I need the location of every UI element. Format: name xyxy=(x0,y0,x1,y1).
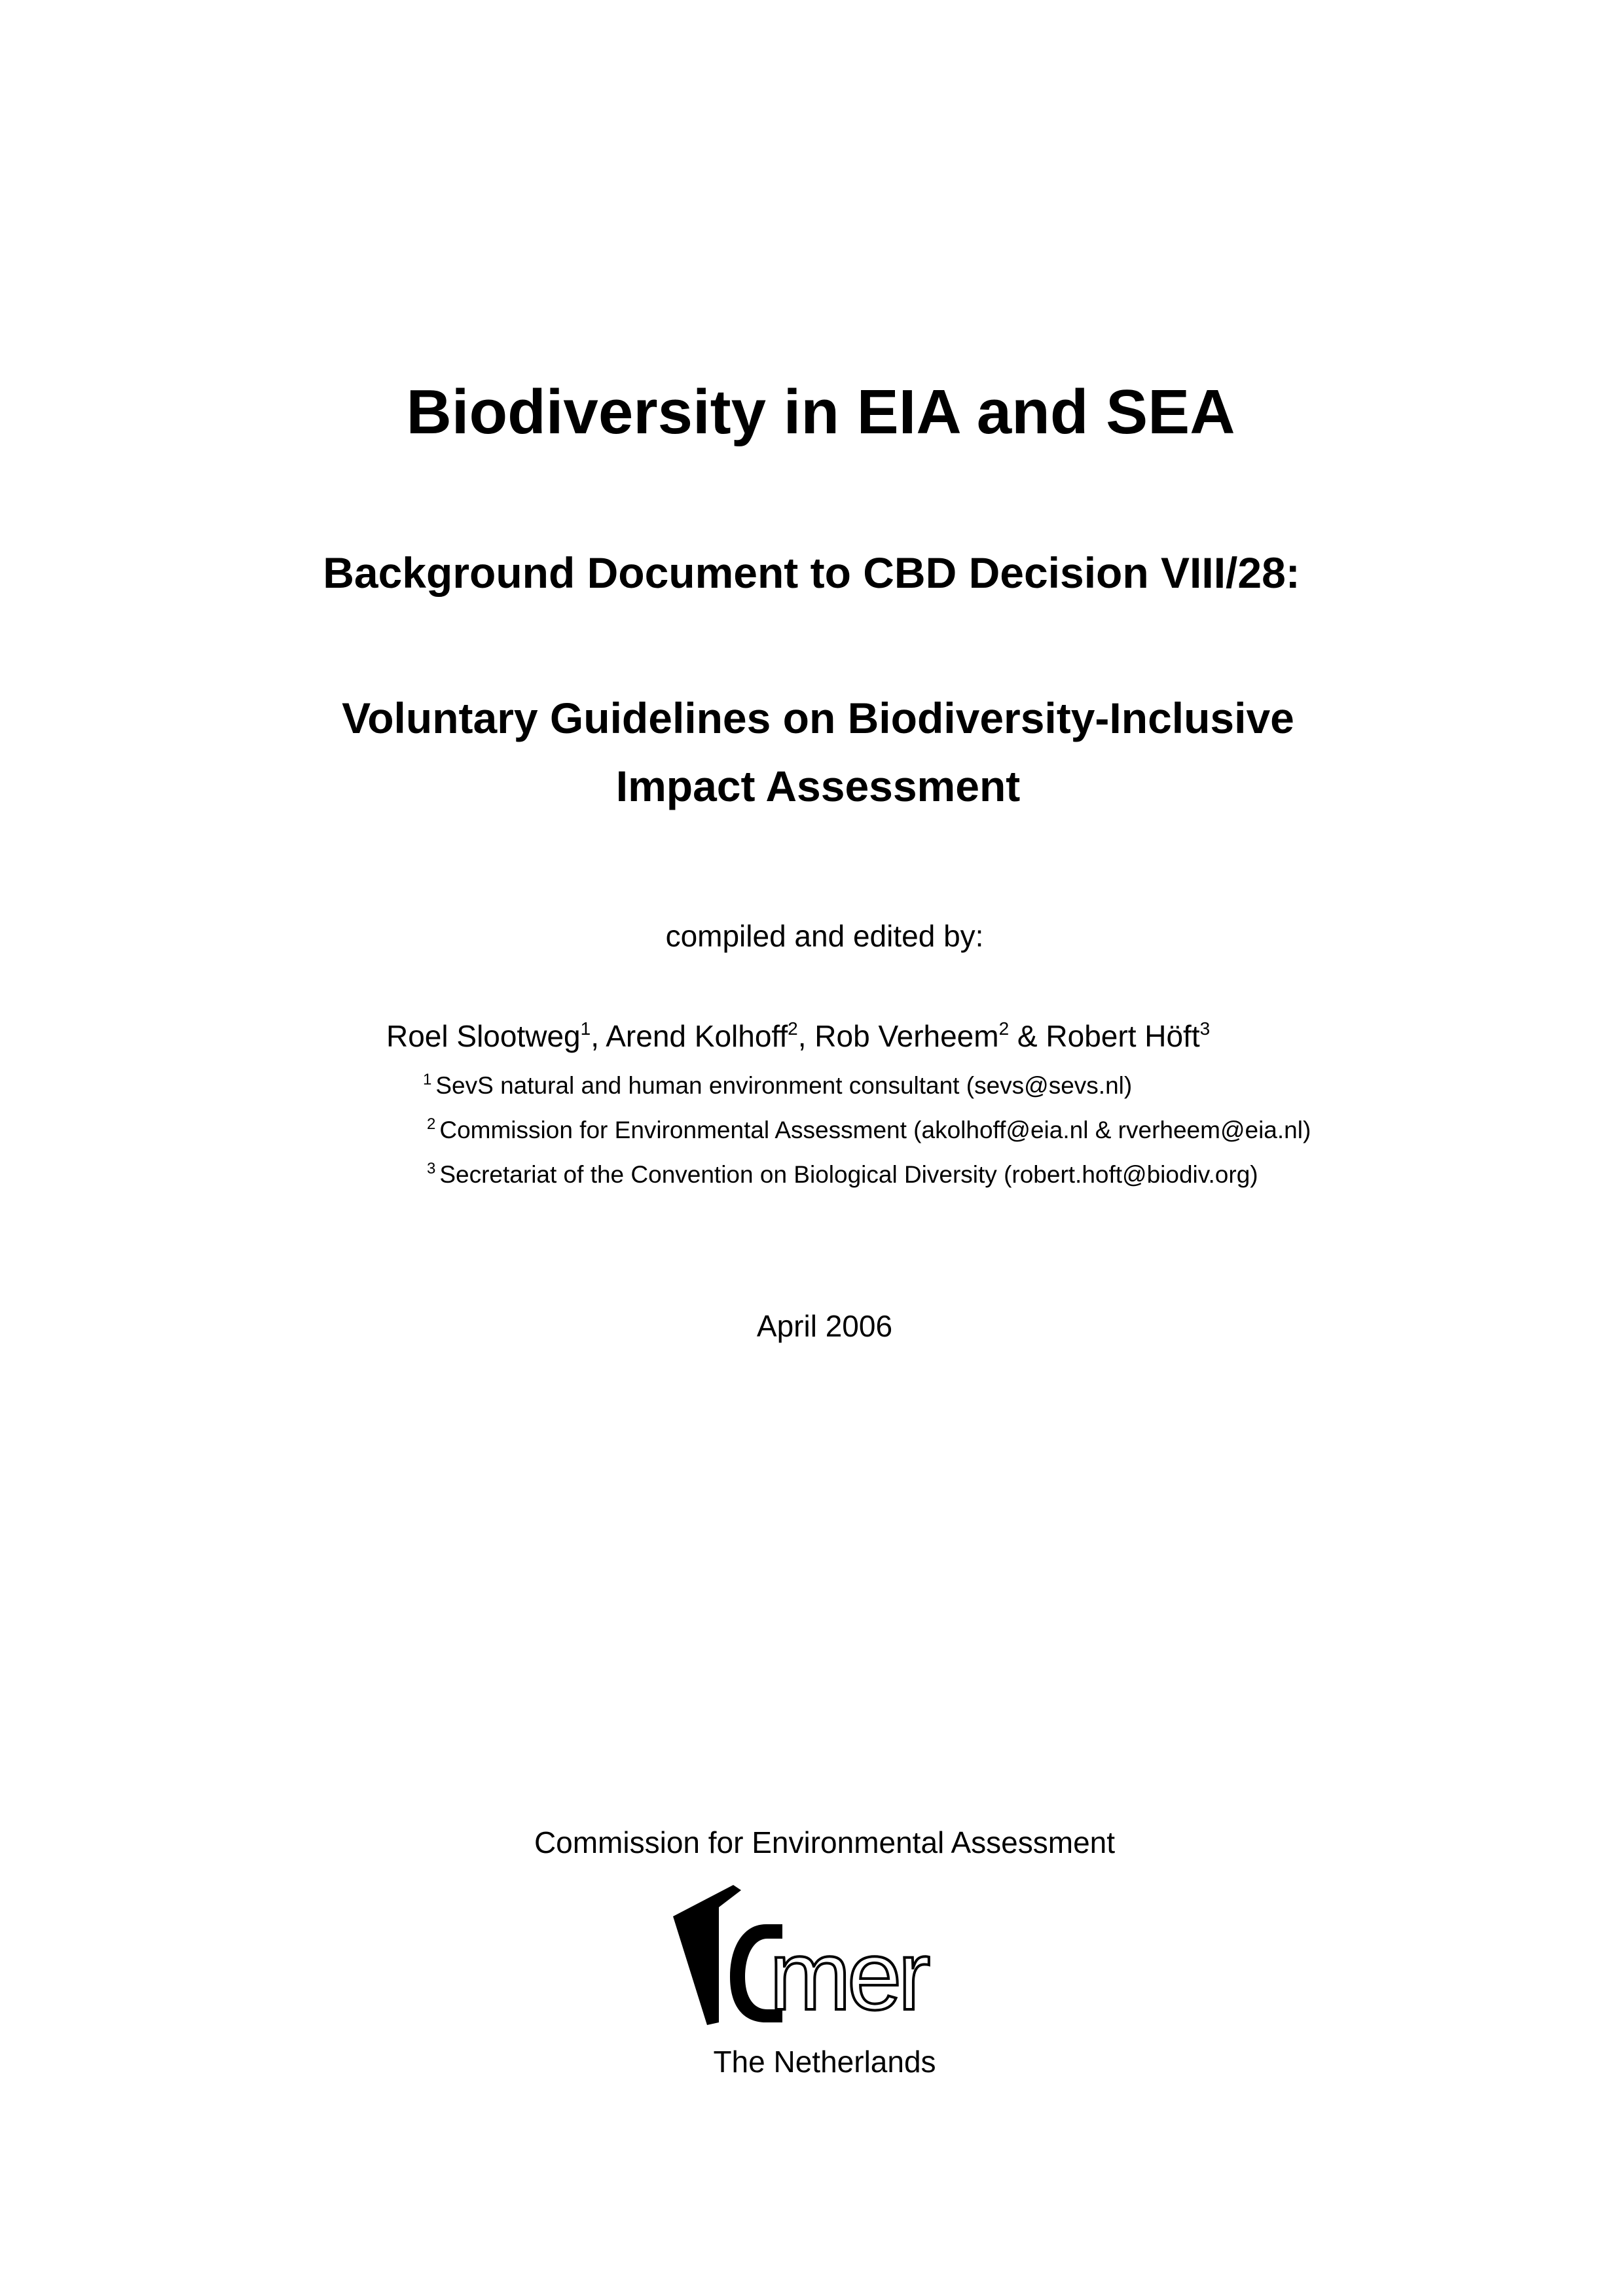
country-name: The Netherlands xyxy=(713,2045,936,2079)
author-mark: 2 xyxy=(998,1018,1010,1039)
author-separator: & xyxy=(1009,1019,1046,1053)
affiliation-mark: 1 xyxy=(423,1071,432,1088)
document-subtitle: Background Document to CBD Decision VIII/28: xyxy=(323,548,1300,597)
logo-wedge-shape xyxy=(673,1885,741,2025)
guidelines-line-1: Voluntary Guidelines on Biodiversity-Inclusive xyxy=(342,694,1294,742)
commission-logo-icon xyxy=(668,1885,969,2029)
affiliation-mark: 2 xyxy=(427,1115,436,1133)
author-separator: , xyxy=(797,1019,815,1053)
affiliation-text: Secretariat of the Convention on Biological Diversity (robert.hoft@biodiv.org) xyxy=(439,1161,1258,1188)
affiliation-3 xyxy=(427,1158,1258,1194)
logo-text: mer xyxy=(769,1920,927,2029)
author-list xyxy=(386,1016,1210,1060)
author-mark: 1 xyxy=(580,1018,591,1039)
author-mark: 3 xyxy=(1199,1018,1211,1039)
author-name: Roel Slootweg xyxy=(386,1019,581,1053)
author-name: Robert Höft xyxy=(1046,1019,1200,1053)
guidelines-heading xyxy=(7,684,1623,820)
affiliation-mark: 3 xyxy=(427,1160,436,1177)
affiliation-1 xyxy=(423,1069,1132,1105)
publication-date: April 2006 xyxy=(756,1309,893,1343)
affiliation-text: SevS natural and human environment consultant (sevs@sevs.nl) xyxy=(435,1072,1133,1099)
author-separator: , xyxy=(591,1019,606,1053)
document-title: Biodiversity in EIA and SEA xyxy=(406,377,1235,447)
compiled-label: compiled and edited by: xyxy=(665,919,984,953)
organisation-name: Commission for Environmental Assessment xyxy=(534,1825,1116,1859)
author-name: Arend Kolhoff xyxy=(606,1019,788,1053)
affiliation-2 xyxy=(427,1114,1311,1150)
author-mark: 2 xyxy=(788,1018,798,1039)
guidelines-line-2: Impact Assessment xyxy=(615,762,1021,810)
author-name: Rob Verheem xyxy=(814,1019,999,1053)
affiliation-text: Commission for Environmental Assessment (akolhoff@eia.nl & rverheem@eia.nl) xyxy=(439,1117,1311,1143)
